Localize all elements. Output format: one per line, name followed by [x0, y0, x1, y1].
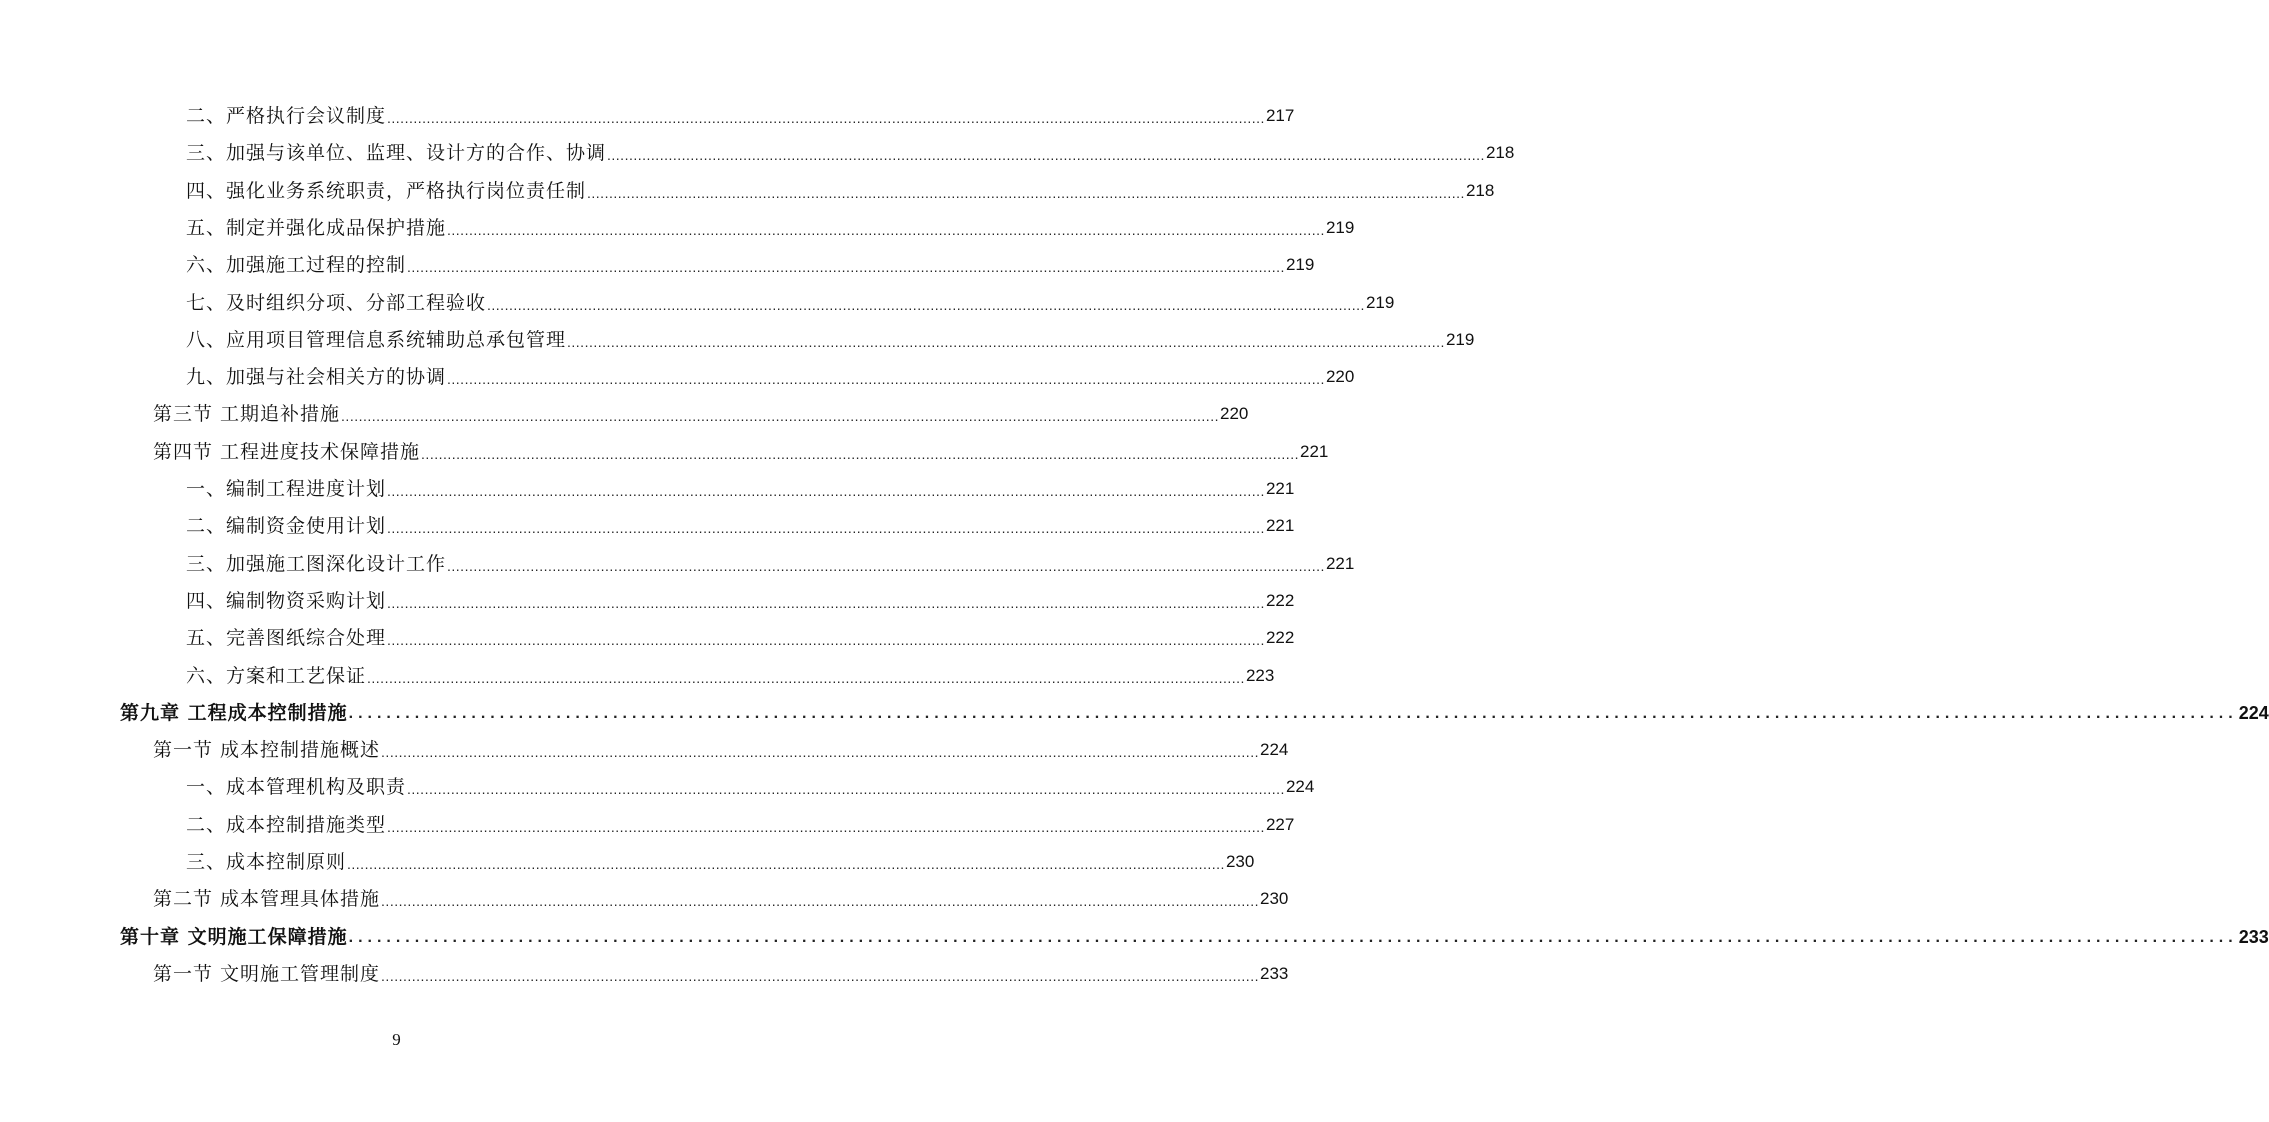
- toc-entry-item[interactable]: [186, 250, 1315, 280]
- toc-entry-page: 230: [1259, 889, 1289, 908]
- toc-entry-title: 四、强化业务系统职责，严格执行岗位责任制: [186, 180, 587, 202]
- toc-entry-item[interactable]: [186, 661, 1275, 691]
- toc-entry-page: 219: [1325, 218, 1355, 237]
- toc-dot-leader: ........................................................................................................................................................................................................: [347, 856, 1225, 872]
- toc-entry-section[interactable]: [153, 399, 1249, 429]
- toc-entry-title: 第四节 工程进度技术保障措施: [153, 441, 421, 463]
- toc-entry-section[interactable]: [153, 959, 1289, 989]
- toc-entry-item[interactable]: [186, 362, 1355, 392]
- toc-entry-page: 222: [1265, 591, 1295, 610]
- toc-entry-item[interactable]: [186, 772, 1315, 802]
- toc-dot-leader: ........................................................................................................................................................................................................: [407, 259, 1285, 275]
- toc-entry-page: 224: [1285, 777, 1315, 796]
- toc-entry-item[interactable]: [186, 176, 1495, 206]
- toc-dot-leader: ........................................................................................................................................................................................................: [447, 222, 1325, 238]
- toc-entry-title: 九、加强与社会相关方的协调: [186, 366, 447, 388]
- toc-dot-leader: ........................................................................................................................................................................................................: [487, 297, 1365, 313]
- toc-entry-item[interactable]: [186, 623, 1295, 653]
- toc-entry-page: 224: [2238, 703, 2269, 723]
- toc-entry-item[interactable]: [186, 549, 1355, 579]
- toc-entry-title: 二、成本控制措施类型: [186, 814, 387, 836]
- toc-entry-title: 第三节 工期追补措施: [153, 403, 341, 425]
- toc-entry-page: 233: [1259, 964, 1289, 983]
- toc-entry-title: 七、及时组织分项、分部工程验收: [186, 292, 487, 314]
- toc-entry-title: 八、应用项目管理信息系统辅助总承包管理: [186, 329, 567, 351]
- toc-entry-page: 230: [1225, 852, 1255, 871]
- toc-dot-leader: ........................................................................................................................................................................................................: [387, 632, 1265, 648]
- toc-entry-item[interactable]: [186, 325, 1475, 355]
- toc-dot-leader: ........................................................................................................................................................................................................: [348, 705, 2238, 722]
- toc-entry-item[interactable]: [186, 847, 1255, 877]
- toc-entry-title: 三、加强施工图深化设计工作: [186, 553, 447, 575]
- toc-entry-title: 第一节 文明施工管理制度: [153, 963, 381, 985]
- toc-entry-section[interactable]: [153, 884, 1289, 914]
- toc-entry-item[interactable]: [186, 810, 1295, 840]
- toc-dot-leader: ........................................................................................................................................................................................................: [407, 781, 1285, 797]
- toc-entry-title: 五、制定并强化成品保护措施: [186, 217, 447, 239]
- toc-dot-leader: ........................................................................................................................................................................................................: [381, 744, 1259, 760]
- toc-entry-page: 224: [1259, 740, 1289, 759]
- toc-dot-leader: ........................................................................................................................................................................................................: [387, 483, 1265, 499]
- toc-entry-title: 第九章 工程成本控制措施: [120, 702, 348, 724]
- toc-entry-title: 三、成本控制原则: [186, 851, 347, 873]
- toc-entry-item[interactable]: [186, 288, 1395, 318]
- toc-entry-page: 218: [1485, 143, 1515, 162]
- toc-dot-leader: ........................................................................................................................................................................................................: [381, 968, 1259, 984]
- toc-entry-page: 227: [1265, 815, 1295, 834]
- toc-entry-title: 第一节 成本控制措施概述: [153, 739, 381, 761]
- toc-entry-section[interactable]: [153, 735, 1289, 765]
- toc-entry-title: 第十章 文明施工保障措施: [120, 926, 348, 948]
- toc-entry-title: 二、严格执行会议制度: [186, 105, 387, 127]
- toc-dot-leader: ........................................................................................................................................................................................................: [587, 185, 1465, 201]
- toc-entry-title: 六、加强施工过程的控制: [186, 254, 407, 276]
- toc-entry-page: 222: [1265, 628, 1295, 647]
- toc-dot-leader: ........................................................................................................................................................................................................: [387, 520, 1265, 536]
- toc-entry-item[interactable]: [186, 101, 1295, 131]
- toc-dot-leader: ........................................................................................................................................................................................................: [341, 408, 1219, 424]
- toc-entry-page: 217: [1265, 106, 1295, 125]
- toc-entry-section[interactable]: [153, 437, 1329, 467]
- toc-dot-leader: ........................................................................................................................................................................................................: [387, 819, 1265, 835]
- toc-entry-page: 219: [1445, 330, 1475, 349]
- toc-entry-item[interactable]: [186, 213, 1355, 243]
- toc-entry-title: 二、编制资金使用计划: [186, 515, 387, 537]
- toc-entry-title: 第二节 成本管理具体措施: [153, 888, 381, 910]
- toc-entry-title: 一、编制工程进度计划: [186, 478, 387, 500]
- toc-dot-leader: ........................................................................................................................................................................................................: [367, 670, 1245, 686]
- toc-entry-page: 218: [1465, 181, 1495, 200]
- page-number: 9: [392, 1030, 401, 1049]
- toc-entry-page: 221: [1265, 516, 1295, 535]
- toc-entry-page: 220: [1325, 367, 1355, 386]
- toc-entry-title: 一、成本管理机构及职责: [186, 776, 407, 798]
- toc-entry-title: 六、方案和工艺保证: [186, 665, 367, 687]
- toc-entry-page: 223: [1245, 666, 1275, 685]
- toc-entry-chapter[interactable]: [120, 698, 2269, 728]
- toc-dot-leader: ........................................................................................................................................................................................................: [421, 446, 1299, 462]
- toc-entry-item[interactable]: [186, 138, 1515, 168]
- toc-entry-title: 三、加强与该单位、监理、设计方的合作、协调: [186, 142, 607, 164]
- toc-entry-item[interactable]: [186, 586, 1295, 616]
- toc-dot-leader: ........................................................................................................................................................................................................: [447, 558, 1325, 574]
- toc-entry-page: 220: [1219, 404, 1249, 423]
- toc-entry-item[interactable]: [186, 474, 1295, 504]
- toc-entry-page: 221: [1325, 554, 1355, 573]
- toc-entry-chapter[interactable]: [120, 922, 2269, 952]
- toc-dot-leader: ........................................................................................................................................................................................................: [447, 371, 1325, 387]
- toc-entry-page: 221: [1299, 442, 1329, 461]
- toc-dot-leader: ........................................................................................................................................................................................................: [381, 893, 1259, 909]
- toc-dot-leader: ........................................................................................................................................................................................................: [348, 929, 2238, 946]
- toc-dot-leader: ........................................................................................................................................................................................................: [387, 110, 1265, 126]
- toc-entry-page: 233: [2238, 927, 2269, 947]
- toc-entry-page: 219: [1365, 293, 1395, 312]
- toc-entry-title: 四、编制物资采购计划: [186, 590, 387, 612]
- toc-entry-item[interactable]: [186, 511, 1295, 541]
- toc-entry-page: 221: [1265, 479, 1295, 498]
- toc-entry-page: 219: [1285, 255, 1315, 274]
- toc-dot-leader: ........................................................................................................................................................................................................: [567, 334, 1445, 350]
- toc-dot-leader: ........................................................................................................................................................................................................: [387, 595, 1265, 611]
- toc-entry-title: 五、完善图纸综合处理: [186, 627, 387, 649]
- toc-dot-leader: ........................................................................................................................................................................................................: [607, 147, 1485, 163]
